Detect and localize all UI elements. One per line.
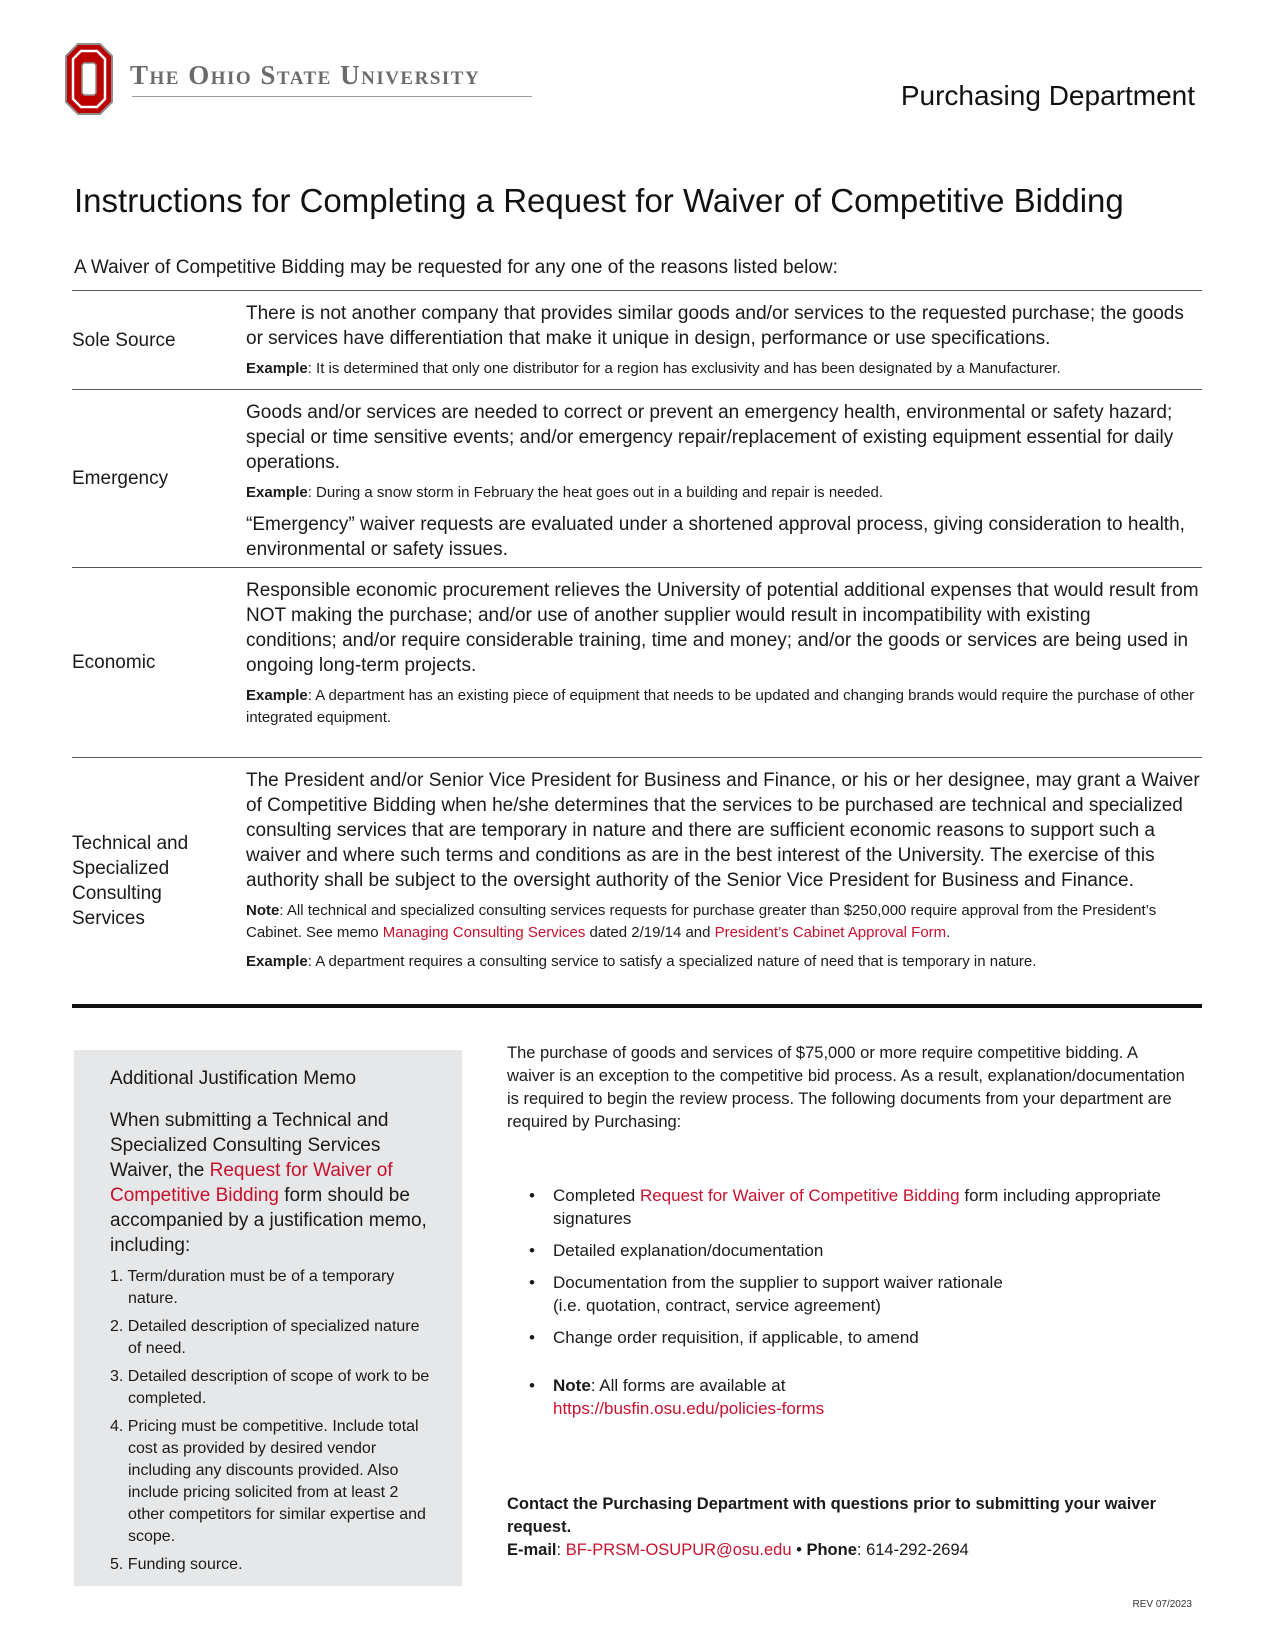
reason-description: The President and/or Senior Vice President for Business and Finance, or his or her designee, may grant a Waiver of Competitive Bidding when he/she determines that the services to be purchased are technical and specialized consulting services that are temporary in nature and there are sufficient economic reasons to support such a waiver and where such terms and conditions as are in the best interest of the University. The exercise of this authority shall be subject to the oversight authority of the Senior Vice President for Business and Finance. — [246, 770, 1200, 891]
request-for-waiver-form-link[interactable]: Request for Waiver of Competitive Bidding — [110, 1160, 393, 1206]
memo-box-paragraph — [110, 1108, 432, 1258]
reason-label-line: Technical and — [72, 833, 189, 854]
list-item: 1. Term/duration must be of a temporary nature. — [110, 1268, 395, 1307]
reason-description: Goods and/or services are needed to correct or prevent an emergency health, environmental or safety hazard; special or time sensitive events; and/or emergency repair/replacement of existing equipment essential for daily operations. — [246, 402, 1174, 473]
list-item — [507, 1326, 1187, 1349]
doc-text: Change order requisition, if applicable, to amend — [553, 1328, 919, 1347]
page-title: Instructions for Completing a Request for Waiver of Competitive Bidding — [74, 182, 1124, 219]
example-text: : A department requires a consulting service to satisfy a specialized nature of need that is temporary in nature. — [307, 953, 1037, 970]
reason-example — [246, 358, 1202, 380]
wordmark-underline — [132, 96, 532, 97]
note-text: : All technical and specialized consulting services requests for purchase greater than $250,000 require approval from the President’s Cabinet. See memo — [246, 902, 1157, 941]
reason-row-emergency — [72, 389, 1202, 567]
email-link[interactable]: BF-PRSM-OSUPUR@osu.edu — [565, 1541, 792, 1559]
note-text: : All forms are available at — [590, 1376, 786, 1395]
bullet-icon: • — [529, 1241, 535, 1260]
reason-row-technical-consulting — [72, 757, 1202, 1008]
list-item — [507, 1184, 1187, 1230]
reason-description: There is not another company that provides similar goods and/or services to the requested purchase; the goods or services have differentiation that make it unique in design, performance or use specifications. — [246, 303, 1184, 349]
email-label: E-mail — [507, 1541, 557, 1559]
competitive-bidding-paragraph: The purchase of goods and services of $75,000 or more require competitive bidding. A waiver is an exception to the competitive bid process. As a result, explanation/documentation is required to begin the review process. The following documents from your department are required by Purchasing: — [507, 1044, 1185, 1131]
reason-label: Economic — [72, 652, 156, 673]
contact-section — [507, 1493, 1187, 1562]
list-item — [507, 1374, 1187, 1420]
list-item: 3. Detailed description of scope of work to be completed. — [110, 1368, 430, 1407]
department-name: Purchasing Department — [900, 80, 1195, 111]
doc-text: Completed — [553, 1186, 640, 1205]
phone-number: 614-292-2694 — [866, 1541, 969, 1559]
reason-body — [246, 390, 1202, 567]
memo-text: form should be accompanied by a justification memo, including: — [110, 1185, 427, 1256]
doc-text: Detailed explanation/documentation — [553, 1241, 824, 1260]
reason-example — [246, 482, 1202, 504]
reason-label — [72, 758, 246, 1004]
university-wordmark: The Ohio State University — [130, 60, 481, 90]
reason-example — [246, 951, 1202, 973]
example-label: Example — [246, 953, 308, 970]
reason-label-line: Specialized — [72, 858, 170, 879]
note-label: Note — [553, 1376, 591, 1395]
contact-details: E-mail: BF-PRSM-OSUPUR@osu.edu • Phone: 614-292-2694 — [507, 1541, 969, 1559]
memo-requirements-list — [110, 1266, 432, 1576]
contact-separator: • — [791, 1541, 807, 1559]
contact-heading: Contact the Purchasing Department with questions prior to submitting your waiver request. — [507, 1495, 1157, 1536]
note-label: Note — [246, 902, 280, 919]
required-documents-list — [507, 1184, 1187, 1420]
reason-row-sole-source — [72, 290, 1202, 389]
bullet-icon: • — [529, 1328, 535, 1347]
reason-label: Emergency — [72, 468, 169, 489]
note-text: . — [946, 924, 951, 941]
waiver-reasons-table — [72, 290, 1202, 1008]
example-text: : A department has an existing piece of equipment that needs to be updated and changing brands would require the purchase of other integrated equipment. — [246, 687, 1195, 726]
phone-label: Phone — [806, 1541, 857, 1559]
revision-date: REV 07/2023 — [1132, 1599, 1192, 1610]
required-documents-section — [507, 1042, 1187, 1429]
reason-example — [246, 685, 1202, 729]
managing-consulting-services-link[interactable]: Managing Consulting Services — [382, 924, 586, 941]
doc-text: (i.e. quotation, contract, service agreement) — [553, 1296, 881, 1315]
note-text: dated 2/19/14 and — [585, 924, 715, 941]
bullet-icon: • — [529, 1376, 535, 1395]
presidents-cabinet-approval-form-link[interactable]: President’s Cabinet Approval Form — [714, 924, 947, 941]
reason-body — [246, 758, 1202, 1004]
example-label: Example — [246, 484, 308, 501]
list-item: 5. Funding source. — [110, 1556, 243, 1573]
bullet-icon: • — [529, 1186, 535, 1205]
intro-text: A Waiver of Competitive Bidding may be requested for any one of the reasons listed below: — [74, 257, 838, 278]
reason-description-continued: conditions; and/or require considerable training, time and money; and/or the goods or services are being used in ongoing long-term projects. — [246, 630, 1189, 676]
reason-row-economic — [72, 567, 1202, 757]
example-text: : During a snow storm in February the heat goes out in a building and repair is needed. — [307, 484, 884, 501]
memo-box-title: Additional Justification Memo — [110, 1068, 357, 1089]
memo-text: When submitting a Technical and Specialized Consulting Services Waiver, the — [110, 1110, 389, 1181]
policies-forms-link[interactable]: https://busfin.osu.edu/policies-forms — [553, 1399, 825, 1418]
example-label: Example — [246, 360, 308, 377]
list-item — [507, 1271, 1187, 1317]
reason-body — [246, 568, 1202, 757]
reason-label-line: Services — [72, 908, 145, 929]
list-item: 4. Pricing must be competitive. Include total cost as provided by desired vendor including any discounts provided. Also include pricing solicited from at least 2 other competitors for similar expertise and scope. — [110, 1418, 426, 1545]
reason-note — [246, 900, 1202, 944]
justification-memo-box — [74, 1050, 462, 1586]
example-text: : It is determined that only one distributor for a region has exclusivity and has been designated by a Manufacturer. — [307, 360, 1061, 377]
reason-body — [246, 291, 1202, 389]
doc-text: form including appropriate signatures — [553, 1186, 1161, 1228]
example-label: Example — [246, 687, 308, 704]
reason-label: Sole Source — [72, 329, 176, 351]
reason-additional-text: “Emergency” waiver requests are evaluated under a shortened approval process, giving consideration to health, environmental or safety issues. — [246, 514, 1185, 560]
reason-description: Responsible economic procurement relieves the University of potential additional expenses that would result from NOT making the purchase; and/or use of another supplier would result in incompatibility with existing — [246, 580, 1199, 626]
bullet-icon: • — [529, 1273, 535, 1292]
list-item — [507, 1239, 1187, 1262]
list-item: 2. Detailed description of specialized nature of need. — [110, 1318, 420, 1357]
doc-text: Documentation from the supplier to support waiver rationale — [553, 1273, 1003, 1292]
request-for-waiver-form-link[interactable]: Request for Waiver of Competitive Bidding — [639, 1186, 960, 1205]
ohio-state-block-o-logo — [64, 42, 114, 116]
reason-label-line: Consulting — [72, 883, 162, 904]
